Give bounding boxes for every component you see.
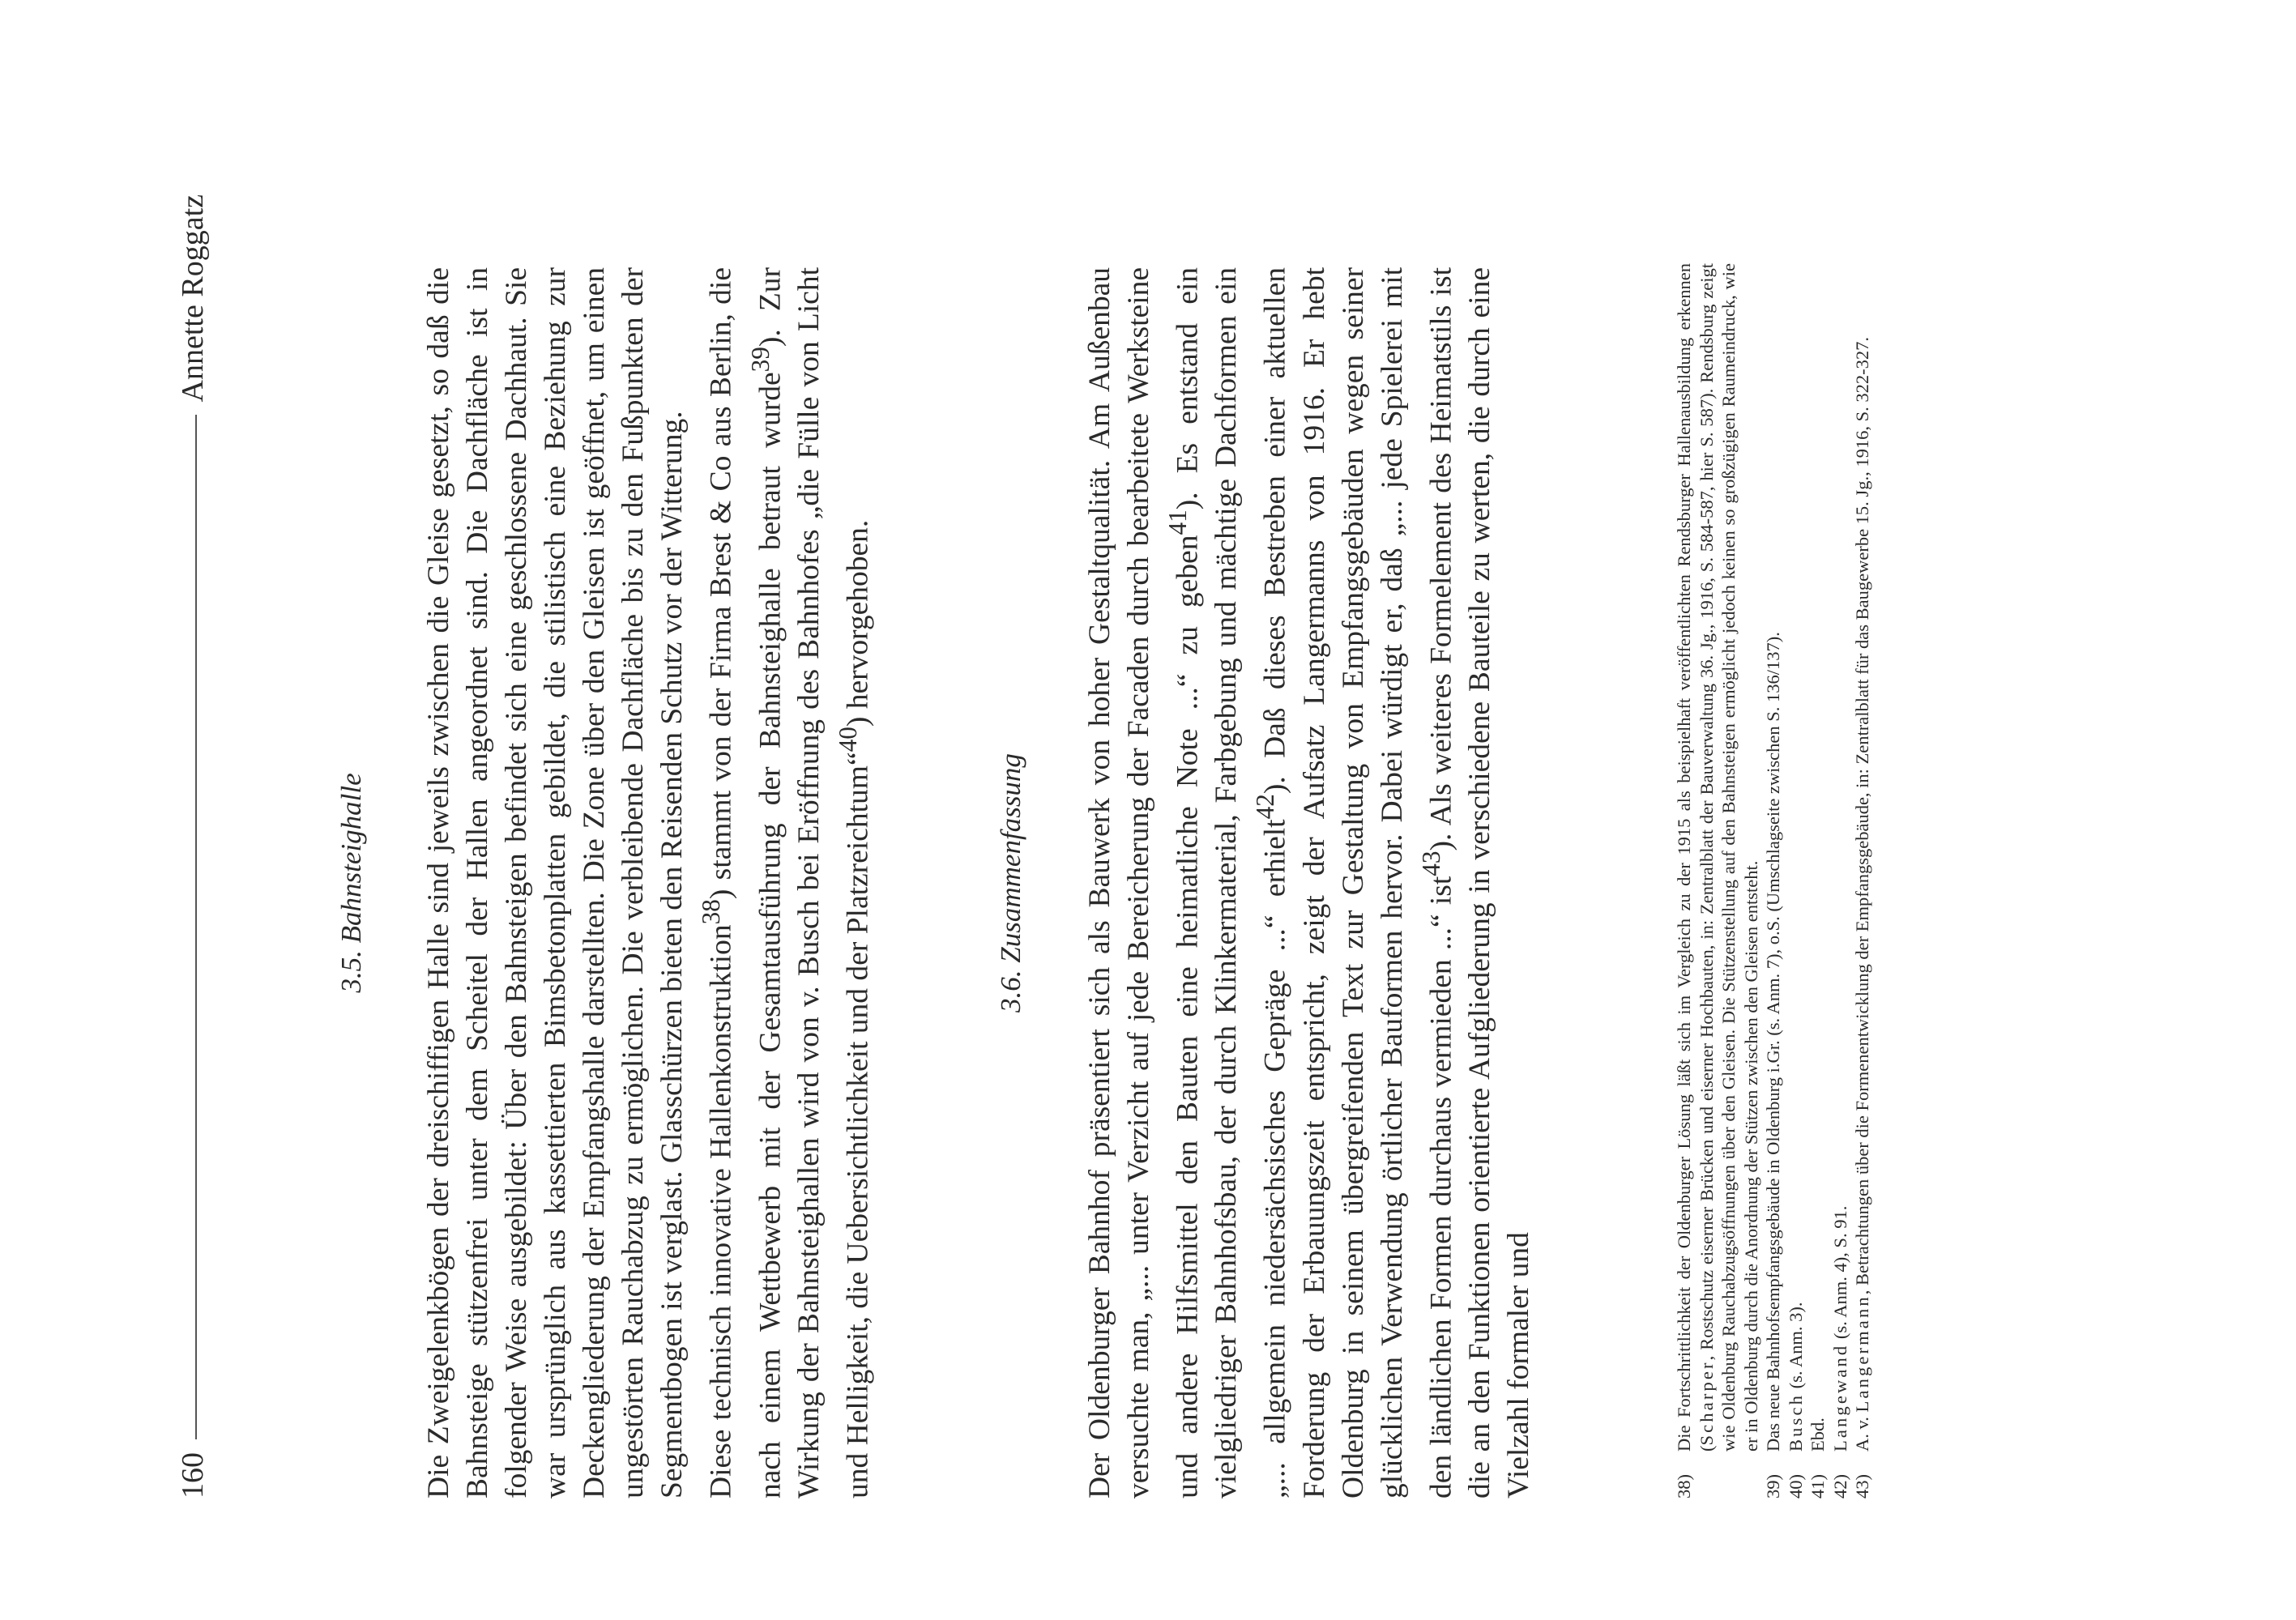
footnote-ref-38: 38	[697, 899, 725, 925]
body-text	[332, 267, 1538, 1498]
page-number: 160	[176, 1452, 210, 1498]
footnote-42: 42) Langewand (s. Anm. 4), S. 91.	[1829, 1205, 1850, 1498]
running-author: Annette Roggatz	[176, 194, 210, 403]
footnote-ref-43: 43	[1416, 850, 1445, 876]
section-heading-zusammenfassung: 3.6. Zusammenfassung	[994, 753, 1026, 1013]
footnote-39: 39) Das neue Bahnhofsempfangsgebäude in Oldenburg i.Gr. (s. Anm. 7), o.S. (Umschlagseite zwischen S. 136/137).	[1763, 632, 1783, 1498]
footnote-ref-42: 42	[1251, 794, 1279, 820]
footnote-38: 38) Die Fortschrittlichkeit der Oldenburger Lösung läßt sich im Vergleich zu der 1915 als beispielhaft veröffentlichten Rendsburger Hallenausbildung erkennen (Scharper, Rostschutz eiserner Brücken und eiserner Hochbauten, in: Zentralblatt der Bauverwaltung 36. Jg., 1916, S. 584-587, hier S. 587). Rendsburg zeigt wie Oldenburg Rauchabzugsöffnungen über den Gleisen. Die Stützenstellung auf den Bahnsteigen ermöglicht jedoch keinen so großzügigen Raumeindruck, wie er in Oldenburg durch die Anordnung der Stützen zwischen den Gleisen entsteht.	[1674, 263, 1761, 1498]
footnote-41: 41) Ebd.	[1807, 1418, 1828, 1498]
footnotes	[1673, 263, 1874, 1498]
running-header	[177, 194, 209, 1498]
footnote-40: 40) Busch (s. Anm. 3).	[1785, 1302, 1806, 1498]
footnote-ref-41: 41	[1163, 509, 1192, 535]
paragraph-hallenbogen: Die Zweigelenkbögen der dreischiffigen Halle sind jeweils zwischen die Gleise gesetzt, so daß die Bahnsteige stützenfrei unter dem Scheitel der Hallen angeordnet sind. Die Dachfläche ist in folgender Weise ausgebildet: Über den Bahnsteigen befindet sich eine geschlossene Dachhaut. Sie war ursprünglich aus kassettierten Bimsbetonplatten gebildet, die stilistisch eine Beziehung zur Deckengliederung der Empfangshalle darstellten. Die Zone über den Gleisen ist geöffnet, um einen ungestörten Rauchabzug zu ermöglichen. Die verbleibende Dachfläche bis zu den Fußpunkten der Segmentbogen ist verglast. Glasschürzen bieten den Reisenden Schutz vor der Witterung.	[422, 267, 689, 1498]
footnote-ref-40: 40	[834, 727, 862, 752]
section-heading-bahnsteighalle: 3.5. Bahnsteighalle	[335, 773, 367, 993]
paragraph-hallenkonstruktion: Diese technisch innovative Hallenkonstruktion$^{38}$) stammt von der Firma Brest & Co aus Berlin, die nach einem Wettbewerb mit der Gesamtausführung der Bahnsteighalle betraut wurde$^{39}$). Zur Wirkung der Bahnsteighallen wird von v. Busch bei Eröffnung des Bahnhofes „die Fülle von Licht und Helligkeit, die Uebersichtlichkeit und der Platzreichtum“$^{40}$) hervorgehoben.	[697, 266, 875, 1498]
header-rule	[195, 415, 197, 1439]
footnote-43: 43) A. v. Langermann, Betrachtungen über die Formenentwicklung der Empfangsgebäude, in: Zentralblatt für das Baugewerbe 15. Jg., 1916, S. 322-327.	[1852, 337, 1872, 1498]
footnote-ref-39: 39	[745, 347, 775, 373]
paragraph-zusammenfassung: Der Oldenburger Bahnhof präsentiert sich als Bauwerk von hoher Gestaltqualität. Am Außenbau versuchte man, „... unter Verzicht auf jede Bereicherung der Facaden durch bearbeitete Werksteine und andere Hilfsmittel den Bauten eine heimatliche Note ...“ zu geben$^{41}$). Es entstand ein vielgliedriger Bahnhofsbau, der durch Klinkermaterial, Farbgebung und mächtige Dachformen ein „... allgemein niedersächsisches Gepräge ...“ erhielt$^{42}$). Daß dieses Bestreben einer aktuellen Forderung der Erbauungszeit entspricht, zeigt der Aufsatz Langermanns von 1916. Er hebt Oldenburg in seinem übergreifenden Text zur Gestaltung von Empfangsgebäuden wegen seiner glücklichen Verwendung örtlicher Bauformen hervor. Dabei würdigt er, daß „... jede Spielerei mit den ländlichen Formen durchaus vermieden ...“ ist$^{43}$). Als weiteres Formelement des Heimatstils ist die an den Funktionen orientierte Aufgliederung in verschiedene Bauteile zu werten, die durch eine Vielzahl formaler und	[1082, 266, 1535, 1498]
